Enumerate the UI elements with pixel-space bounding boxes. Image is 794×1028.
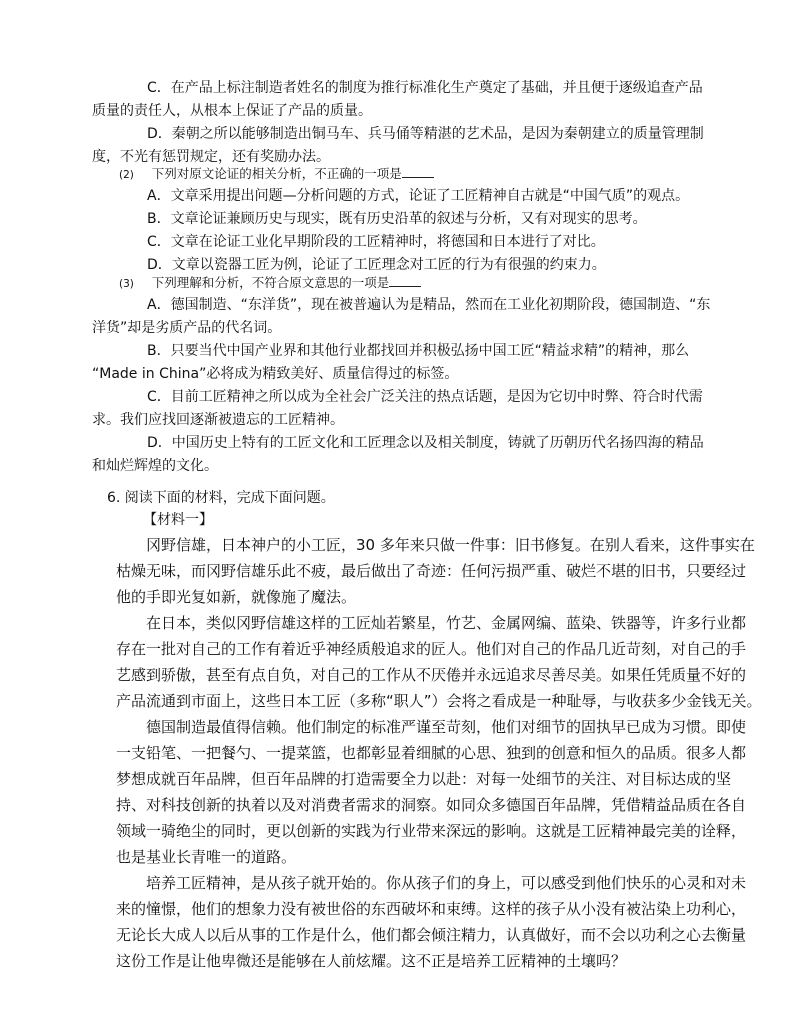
material-p4-line-1: 培养工匠精神，是从孩子就开始的。你从孩子们的身上，可以感受到他们快乐的心灵和对未	[146, 874, 747, 892]
question-3-option-a-line-1: A．德国制造、“东洋货”，现在被普遍认为是精品，然而在工业化初期阶段，德国制造、“东	[147, 297, 711, 313]
question-number: (2)	[119, 169, 134, 181]
material-p4-line-2: 来的憧憬，他们的想象力没有被世俗的东西破坏和束缚。这样的孩子从小没有被沾染上功利心，	[116, 900, 747, 918]
question-stem-text: 下列对原文论证的相关分析，不正确的一项是	[151, 166, 402, 181]
option-d-line-2: 度，不光有惩罚规定，还有奖励办法。	[92, 149, 330, 165]
question-3-option-c-line-2: 求。我们应找回逐渐被遗忘的工匠精神。	[92, 412, 344, 428]
material-p3-line-3: 梦想成就百年品牌，但百年品牌的打造需要全力以赴：对每一处细节的关注、对目标达成的坚	[116, 770, 732, 788]
material-p2-line-1: 在日本，类似冈野信雄这样的工匠灿若繁星，竹艺、金属网编、蓝染、铁器等，许多行业都	[146, 614, 747, 632]
material-p4-line-4: 这份工作是让他卑微还是能够在人前炫耀。这不正是培养工匠精神的土壤吗？	[116, 952, 627, 970]
material-p2-line-2: 存在一批对自己的工作有着近乎神经质般追求的匠人。他们对自己的作品几近苛刻，对自己的手	[116, 640, 747, 658]
material-p1-line-1: 冈野信雄，日本神户的小工匠，30 多年来只做一件事：旧书修复。在别人看来，这件事实在	[146, 536, 755, 554]
question-2-option-c: C．文章在论证工业化早期阶段的工匠精神时，将德国和日本进行了对比。	[147, 234, 605, 250]
question-3-option-a-line-2: 洋货”却是劣质产品的代名词。	[92, 320, 282, 336]
question-3-option-b-line-1: B．只要当代中国产业界和其他行业都找回并积极弘扬中国工匠“精益求精”的精神，那么	[147, 343, 690, 359]
material-p1-line-2: 枯燥无味，而冈野信雄乐此不疲，最后做出了奇迹：任何污损严重、破烂不堪的旧书，只要经过	[116, 562, 747, 580]
answer-blank	[389, 275, 421, 287]
question-2-stem	[119, 164, 434, 185]
question-3-option-d-line-2: 和灿烂辉煌的文化。	[92, 458, 218, 474]
question-3-option-d-line-1: D．中国历史上特有的工匠文化和工匠理念以及相关制度，铸就了历朝历代名扬四海的精品	[147, 435, 704, 451]
question-3-option-c-line-1: C．目前工匠精神之所以成为全社会广泛关注的热点话题，是因为它切中时弊、符合时代需	[147, 389, 703, 405]
material-p2-line-3: 艺感到骄傲，甚至有点自负，对自己的工作从不厌倦并永远追求尽善尽美。如果任凭质量不好的	[116, 666, 747, 684]
material-p3-line-1: 德国制造最值得信赖。他们制定的标准严谨至苛刻，他们对细节的固执早已成为习惯。即使	[146, 718, 747, 736]
material-p1-line-3: 他的手即光复如新，就像施了魔法。	[116, 588, 357, 606]
material-p3-line-2: 一支铅笔、一把餐勺、一提菜篮，也都彰显着细腻的心思、独到的创意和恒久的品质。很多人都	[116, 744, 747, 762]
material-p2-line-4: 产品流通到市面上，这些日本工匠（多称“职人”）会将之看成是一种耻辱，与收获多少金钱无关。	[116, 692, 762, 710]
question-6-heading: 6. 阅读下面的材料，完成下面问题。	[107, 490, 335, 506]
question-2-option-a: A．文章采用提出问题—分析问题的方式，论证了工匠精神自古就是“中国气质”的观点。	[147, 188, 690, 204]
option-c-line-1: C．在产品上标注制造者姓名的制度为推行标准化生产奠定了基础，并且便于逐级追查产品	[147, 80, 703, 96]
question-3-option-b-line-2: “Made in China”必将成为精致美好、质量信得过的标签。	[92, 366, 459, 382]
question-3-stem	[119, 273, 421, 294]
question-number: (3)	[119, 278, 134, 290]
material-p4-line-3: 无论长大成人以后从事的工作是什么，他们都会倾注精力，认真做好，而不会以功利之心去衡量	[116, 926, 747, 944]
material-p3-line-6: 也是基业长青唯一的道路。	[116, 848, 297, 866]
material-label: 【材料一】	[143, 512, 213, 528]
question-2-option-b: B．文章论证兼顾历史与现实，既有历史沿革的叙述与分析，又有对现实的思考。	[147, 211, 647, 227]
answer-blank	[402, 166, 434, 178]
material-p3-line-5: 领域一骑绝尘的同时，更以创新的实践为行业带来深远的影响。这就是工匠精神最完美的诠释，	[116, 822, 747, 840]
option-c-line-2: 质量的责任人，从根本上保证了产品的质量。	[92, 103, 372, 119]
material-p3-line-4: 持、对科技创新的执着以及对消费者需求的洞察。如同众多德国百年品牌，凭借精益品质在各自	[116, 796, 747, 814]
question-2-option-d: D．文章以瓷器工匠为例，论证了工匠理念对工匠的行为有很强的约束力。	[147, 257, 606, 273]
question-stem-text: 下列理解和分析，不符合原文意思的一项是	[151, 275, 390, 290]
option-d-line-1: D．秦朝之所以能够制造出铜马车、兵马俑等精湛的艺术品，是因为秦朝建立的质量管理制	[147, 126, 704, 142]
